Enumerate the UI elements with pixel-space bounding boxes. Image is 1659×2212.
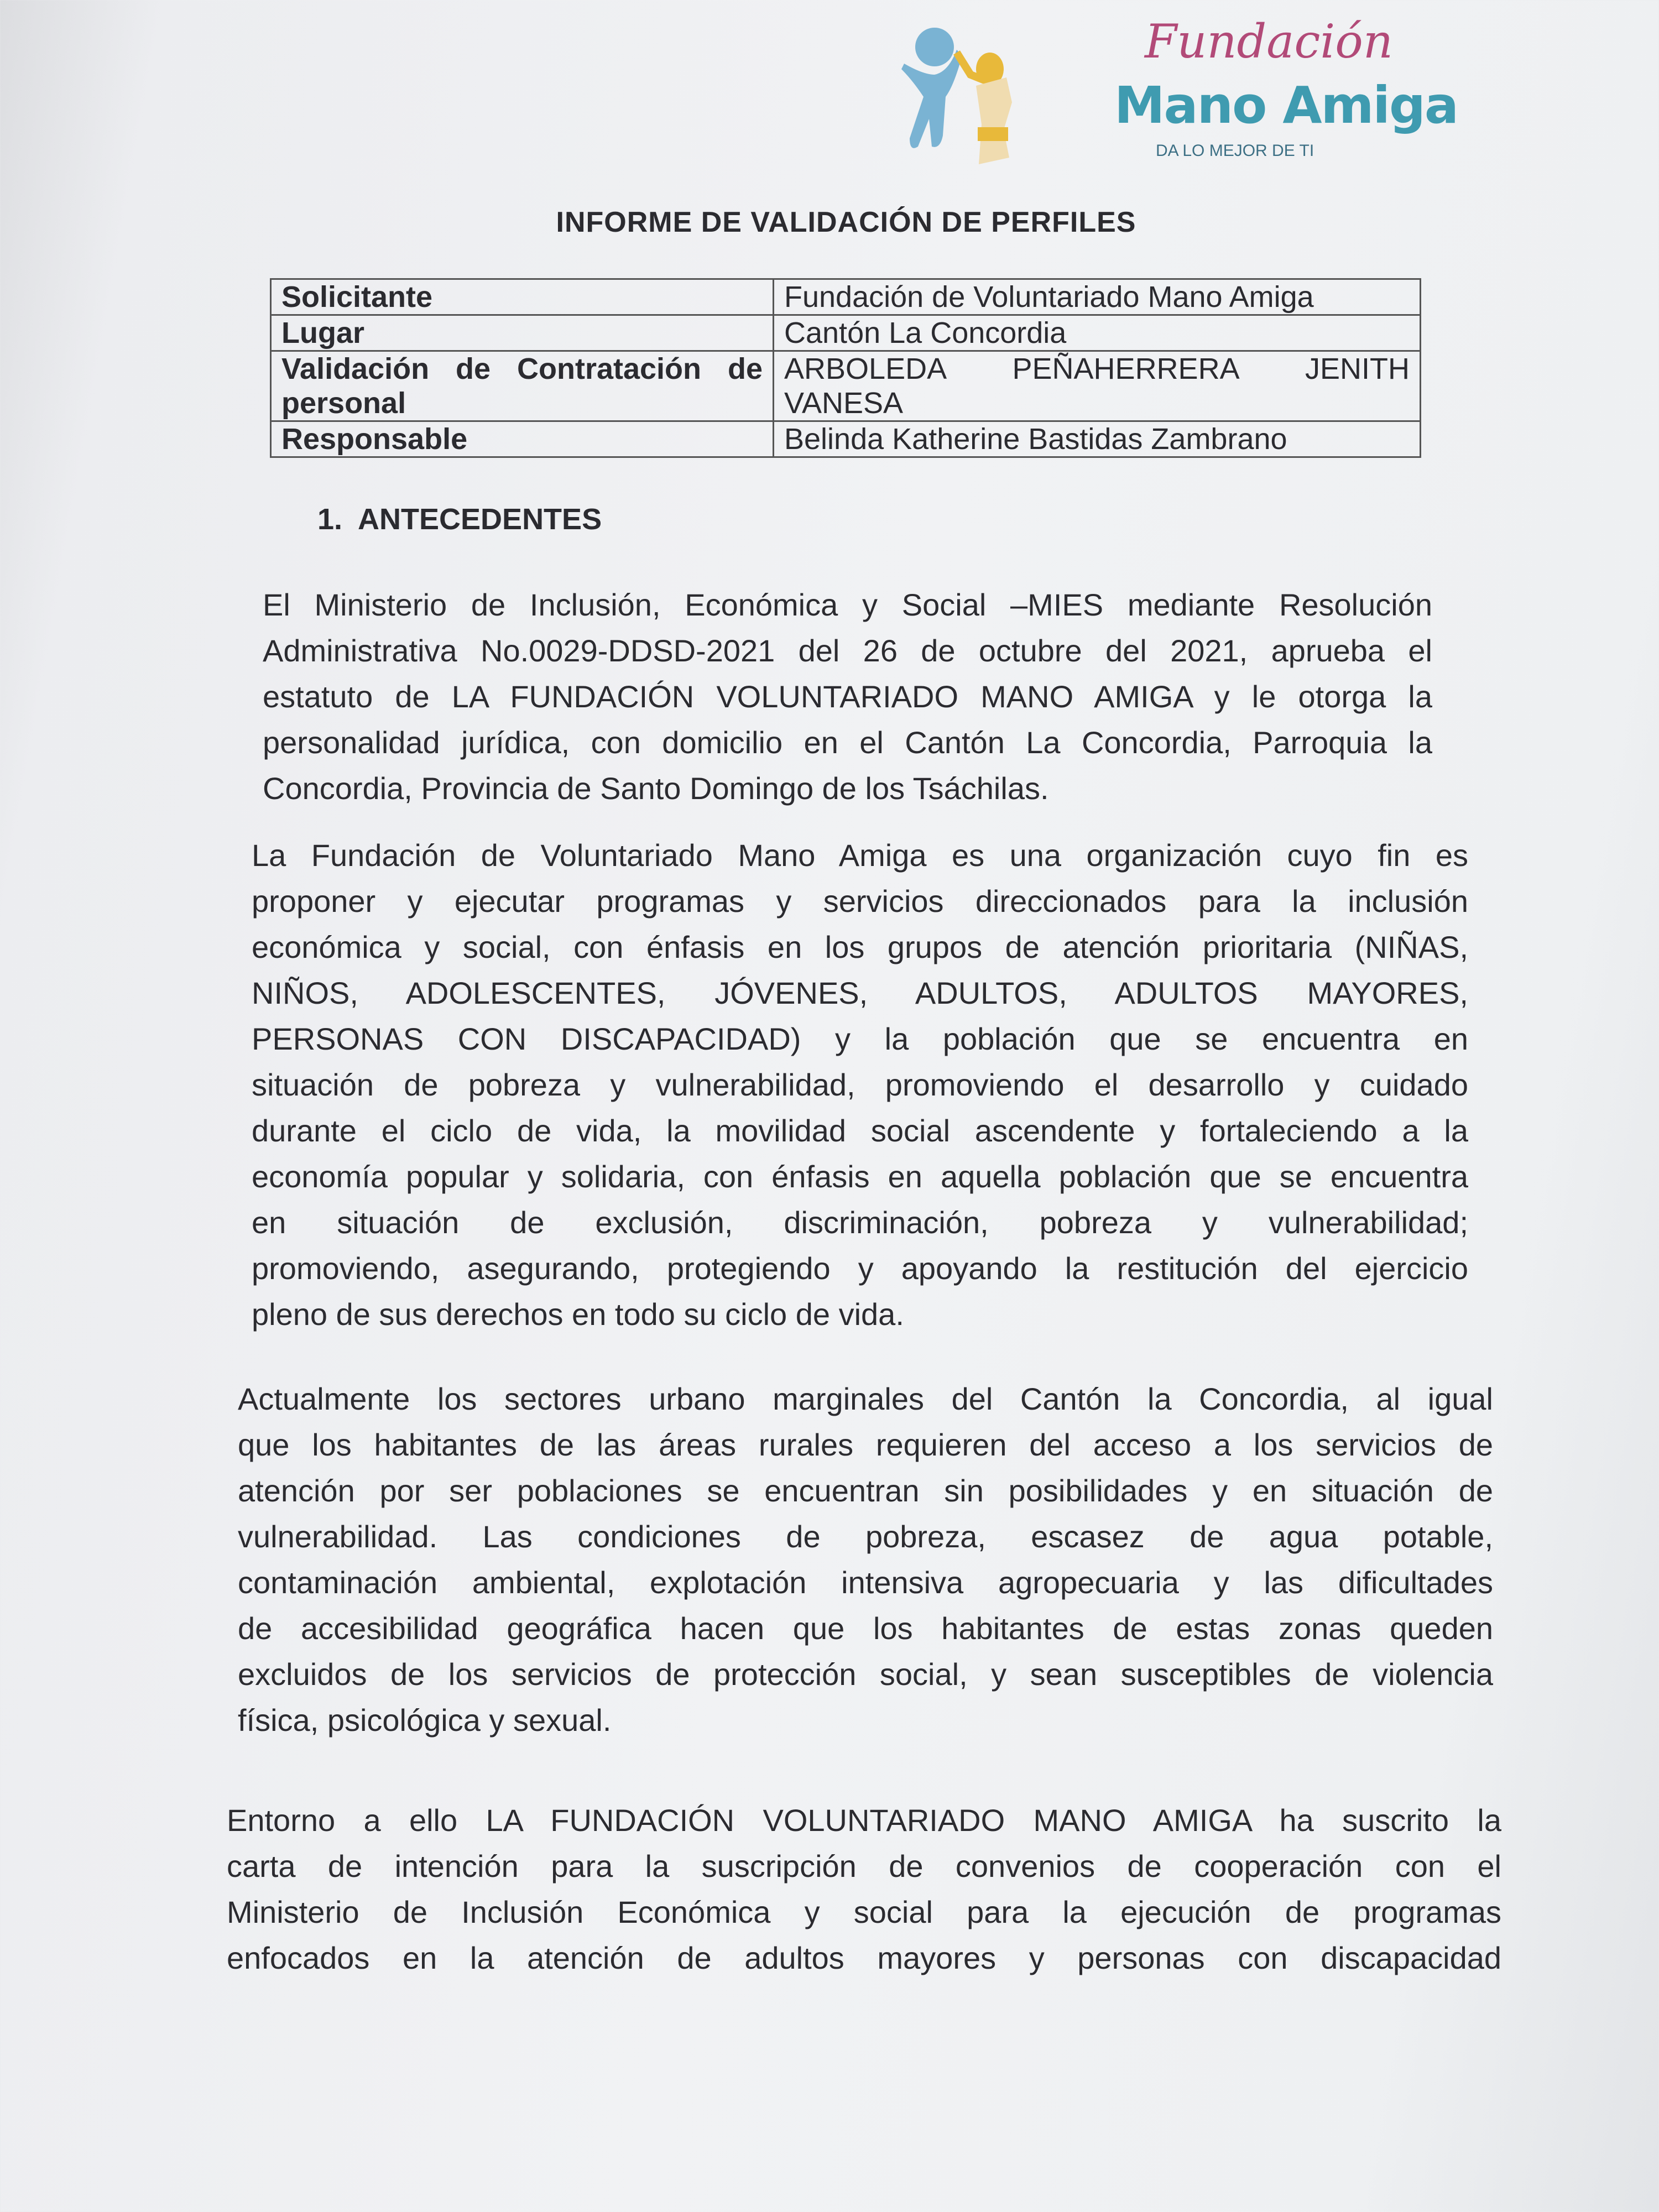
- table-value: ARBOLEDA PEÑAHERRERA JENITH VANESA: [774, 351, 1421, 421]
- paragraph-3: [238, 1376, 1493, 1743]
- logo-slogan: DA LO MEJOR DE TI: [1156, 142, 1314, 160]
- text-line: Administrativa No.0029-DDSD-2021 del 26 de octubre del 2021, aprueba el: [263, 633, 1432, 668]
- text-line: vulnerabilidad. Las condiciones de pobreza, escasez de agua potable,: [238, 1519, 1493, 1554]
- table-row: [271, 279, 1421, 315]
- table-value: Fundación de Voluntariado Mano Amiga: [774, 279, 1421, 315]
- text-line: La Fundación de Voluntariado Mano Amiga es una organización cuyo fin es: [252, 838, 1468, 873]
- text-line: física, psicológica y sexual.: [238, 1703, 612, 1738]
- paragraph-1: [263, 582, 1432, 811]
- text-line: de accesibilidad geográfica hacen que los habitantes de estas zonas queden: [238, 1611, 1493, 1646]
- paragraph-4: [227, 1797, 1501, 1981]
- paragraph-2: [252, 832, 1468, 1337]
- text-line: proponer y ejecutar programas y servicios direccionados para la inclusión: [252, 884, 1468, 919]
- table-key: Lugar: [271, 315, 774, 351]
- section-heading: 1. ANTECEDENTES: [317, 503, 602, 536]
- table-value: Cantón La Concordia: [774, 315, 1421, 351]
- text-line: durante el ciclo de vida, la movilidad social ascendente y fortaleciendo a la: [252, 1113, 1468, 1148]
- text-line: Entorno a ello LA FUNDACIÓN VOLUNTARIADO MANO AMIGA ha suscrito la: [227, 1803, 1501, 1838]
- text-line: atención por ser poblaciones se encuentran sin posibilidades y en situación de: [238, 1473, 1493, 1508]
- table-row: [271, 351, 1421, 421]
- table-row: [271, 315, 1421, 351]
- text-line: contaminación ambiental, explotación intensiva agropecuaria y las dificultades: [238, 1565, 1493, 1600]
- text-line: pleno de sus derechos en todo su ciclo de vida.: [252, 1297, 904, 1332]
- text-line: promoviendo, asegurando, protegiendo y apoyando la restitución del ejercicio: [252, 1251, 1468, 1286]
- table-key: Validación de Contratación de personal: [271, 351, 774, 421]
- text-line: El Ministerio de Inclusión, Económica y Social –MIES mediante Resolución: [263, 587, 1432, 622]
- text-line: personalidad jurídica, con domicilio en el Cantón La Concordia, Parroquia la: [263, 725, 1432, 760]
- logo-mano-amiga-text: Mano Amiga: [1114, 76, 1458, 135]
- text-line: en situación de exclusión, discriminación, pobreza y vulnerabilidad;: [252, 1205, 1468, 1240]
- text-line: estatuto de LA FUNDACIÓN VOLUNTARIADO MANO AMIGA y le otorga la: [263, 679, 1432, 714]
- text-line: economía popular y solidaria, con énfasis en aquella población que se encuentra: [252, 1159, 1468, 1194]
- text-line: excluidos de los servicios de protección social, y sean susceptibles de violencia: [238, 1657, 1493, 1692]
- text-line: que los habitantes de las áreas rurales requieren del acceso a los servicios de: [238, 1427, 1493, 1462]
- text-line: PERSONAS CON DISCAPACIDAD) y la población que se encuentra en: [252, 1021, 1468, 1056]
- table-key: Solicitante: [271, 279, 774, 315]
- table-key: Responsable: [271, 421, 774, 457]
- text-line: Actualmente los sectores urbano marginales del Cantón la Concordia, al igual: [238, 1381, 1493, 1416]
- text-line: NIÑOS, ADOLESCENTES, JÓVENES, ADULTOS, ADULTOS MAYORES,: [252, 975, 1468, 1010]
- table-row: [271, 421, 1421, 457]
- logo-figures-icon: [901, 14, 1112, 166]
- table-value: Belinda Katherine Bastidas Zambrano: [774, 421, 1421, 457]
- document-title: INFORME DE VALIDACIÓN DE PERFILES: [556, 206, 1136, 238]
- text-line: Concordia, Provincia de Santo Domingo de los Tsáchilas.: [263, 771, 1049, 806]
- text-line: Ministerio de Inclusión Económica y social para la ejecución de programas: [227, 1895, 1501, 1929]
- logo-fundacion-text: Fundación: [1145, 14, 1393, 69]
- text-line: económica y social, con énfasis en los grupos de atención prioritaria (NIÑAS,: [252, 930, 1468, 964]
- foundation-logo: [901, 14, 1458, 166]
- info-table: [270, 278, 1421, 458]
- text-line: carta de intención para la suscripción de convenios de cooperación con el: [227, 1849, 1501, 1884]
- text-line: situación de pobreza y vulnerabilidad, promoviendo el desarrollo y cuidado: [252, 1067, 1468, 1102]
- text-line: enfocados en la atención de adultos mayores y personas con discapacidad: [227, 1940, 1501, 1975]
